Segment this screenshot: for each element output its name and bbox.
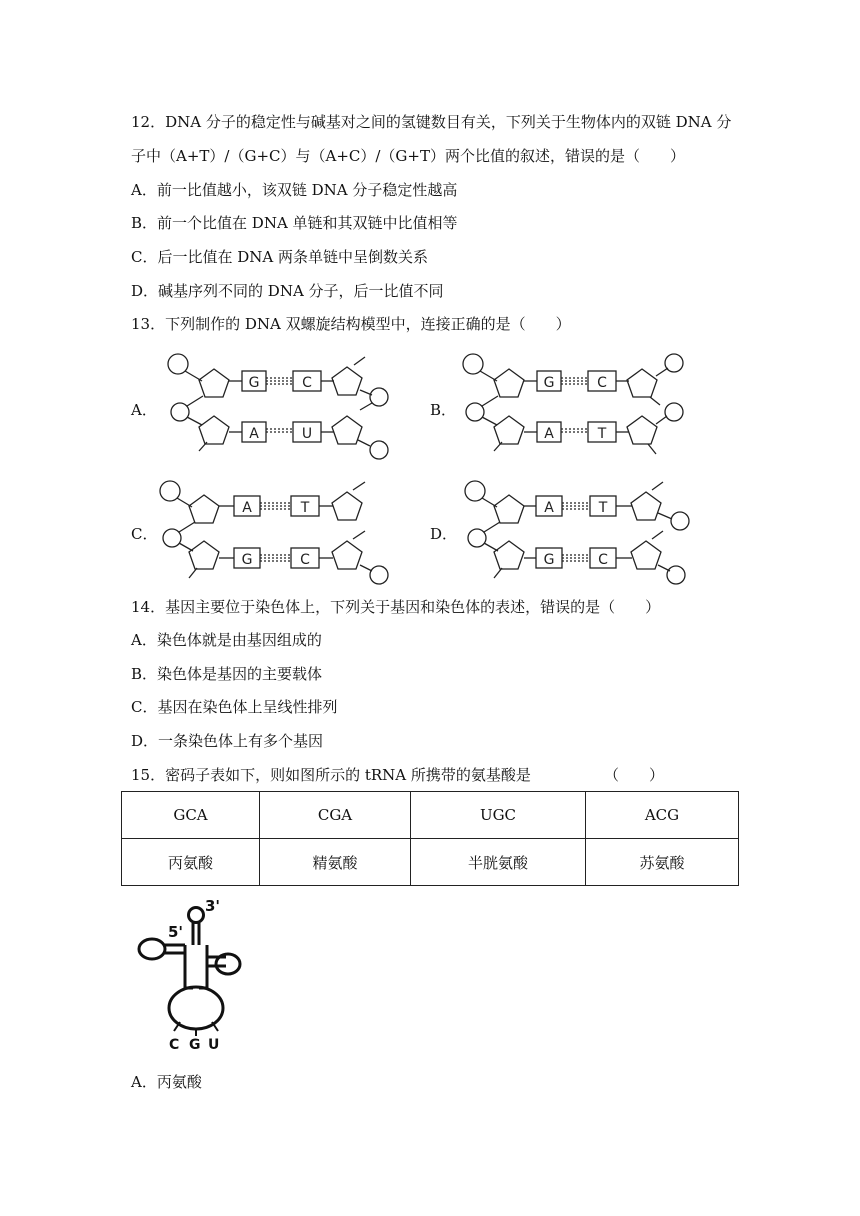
- dna-model-c: [155, 475, 390, 587]
- anticodon-base-2: G: [189, 1037, 201, 1053]
- q12-option-c: C．后一比值在 DNA 两条单链中呈倒数关系: [131, 248, 428, 266]
- base-a-bottom-left: A: [249, 426, 259, 442]
- q13-option-a-label: A．: [131, 401, 157, 419]
- amino-acid-row: [122, 839, 739, 886]
- trna-3-prime-label: 3': [205, 897, 221, 915]
- base-a-bottom-right: U: [301, 426, 313, 442]
- q13-stem: 13．下列制作的 DNA 双螺旋结构模型中，连接正确的是（ ）: [131, 315, 571, 333]
- base-a-top-left: G: [248, 375, 260, 391]
- codon-table: [121, 791, 739, 886]
- q13-option-c-label: C．: [131, 525, 158, 543]
- base-b-bottom-left: A: [544, 426, 554, 442]
- q15-option-a: A．丙氨酸: [131, 1073, 202, 1091]
- amino-acid-cell: 精氨酸: [260, 839, 411, 886]
- base-d-bottom-left: G: [543, 552, 555, 568]
- base-d-top-right: T: [598, 500, 608, 516]
- q14-option-a: A．染色体就是由基因组成的: [131, 631, 322, 649]
- q12-option-a: A．前一比值越小，该双链 DNA 分子稳定性越高: [131, 181, 458, 199]
- codon-cell: UGC: [411, 792, 586, 839]
- base-c-top-left: A: [242, 500, 252, 516]
- q12-stem-line1: 12．DNA 分子的稳定性与碱基对之间的氢键数目有关，下列关于生物体内的双链 DNA 分: [131, 113, 732, 131]
- q15-stem: 15．密码子表如下，则如图所示的 tRNA 所携带的氨基酸是: [131, 766, 531, 784]
- trna-5-prime-label: 5': [168, 923, 184, 941]
- codon-cell: GCA: [122, 792, 260, 839]
- codon-cell: ACG: [586, 792, 739, 839]
- q14-option-b: B．染色体是基因的主要载体: [131, 665, 323, 683]
- base-d-bottom-right: C: [598, 552, 608, 568]
- q14-option-c: C．基因在染色体上呈线性排列: [131, 698, 338, 716]
- q12-option-b: B．前一个比值在 DNA 单链和其双链中比值相等: [131, 214, 458, 232]
- amino-acid-cell: 苏氨酸: [586, 839, 739, 886]
- dna-model-b: [460, 350, 690, 460]
- base-a-top-right: C: [302, 375, 312, 391]
- q13-option-d-label: D．: [430, 525, 458, 543]
- base-b-bottom-right: T: [597, 426, 607, 442]
- q13-option-b-label: B．: [430, 401, 457, 419]
- base-b-top-right: C: [597, 375, 607, 391]
- amino-acid-cell: 半胱氨酸: [411, 839, 586, 886]
- dna-model-d: [460, 475, 695, 587]
- amino-acid-cell: 丙氨酸: [122, 839, 260, 886]
- q14-option-d: D．一条染色体上有多个基因: [131, 732, 324, 750]
- q12-option-d: D．碱基序列不同的 DNA 分子，后一比值不同: [131, 282, 444, 300]
- dna-model-a: [165, 350, 395, 460]
- q14-stem: 14．基因主要位于染色体上，下列关于基因和染色体的表述，错误的是（ ）: [131, 598, 661, 616]
- codon-row: [122, 792, 739, 839]
- trna-figure: [128, 893, 253, 1053]
- anticodon-base-3: U: [208, 1037, 220, 1053]
- q15-bracket: （ ）: [604, 766, 665, 784]
- base-c-top-right: T: [300, 500, 310, 516]
- base-d-top-left: A: [544, 500, 554, 516]
- base-c-bottom-left: G: [241, 552, 253, 568]
- base-b-top-left: G: [543, 375, 555, 391]
- q12-stem-line2: 子中（A+T）/（G+C）与（A+C）/（G+T）两个比值的叙述，错误的是（ ）: [131, 147, 685, 165]
- base-c-bottom-right: C: [300, 552, 310, 568]
- anticodon-base-1: C: [169, 1037, 180, 1053]
- codon-cell: CGA: [260, 792, 411, 839]
